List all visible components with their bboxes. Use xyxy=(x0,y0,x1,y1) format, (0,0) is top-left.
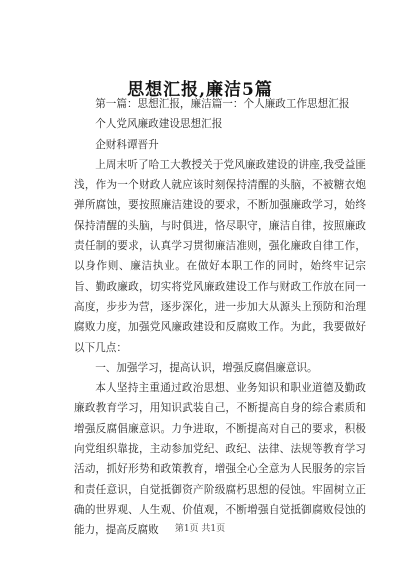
page-footer: 第1页 共1页 xyxy=(174,524,226,534)
body-paragraph: 上周末听了哈工大教授关于党风廉政建设的讲座,我受益匪浅，作为一个财政人就应该时刻保持清醒的头脑，不被糖衣炮弹所腐蚀，要按照廉洁建设的要求，不断加强廉政学习，始终保持清醒的头脑，与时俱进，恪尽职守，廉洁自律，按照廉政责任制的要求，认真学习贯彻廉洁准则，强化廉政自律工作，以身作则、廉洁执业。在做好本职工作的同时，始终牢记宗旨、勤政廉政，切实将党风廉政建设工作与财政工作放在同一高度，步步为营，逐步深化，进一步加大从源头上预防和治理腐败力度，加强党风廉政建设和反腐败工作。为此，我要做好以下几点： xyxy=(74,158,366,354)
list-heading: 一、加强学习，提高认识，增强反腐倡廉意识。 xyxy=(95,361,318,374)
body-paragraph: 本人坚持主重通过政治思想、业务知识和职业道德及勤政廉政教育学习，用知识武装自己，不断提高自身的综合素质和增强反腐倡廉意识。力争进取，不断提高对自己的要求，积极向党组织靠拢，主动参加党纪、政纪、法律、法规等教育学习活动，抓好形势和政策教育，增强全心全意为人民服务的宗旨和责任意识，自觉抵御资产阶级腐朽思想的侵蚀。牢固树立正确的世界观、人生观、价值观，不断增强自觉抵御腐败侵蚀的能力，提高反腐败 xyxy=(74,382,366,537)
document-body xyxy=(74,94,366,541)
section-heading: 第一篇：思想汇报，廉洁篇一：个人廉政工作思想汇报 xyxy=(95,98,350,110)
author-line: 企财科谭晋升 xyxy=(95,138,159,151)
document-title: 思想汇报,廉洁5篇 xyxy=(127,80,273,100)
subtitle: 个人党风廉政建设思想汇报 xyxy=(95,118,223,131)
